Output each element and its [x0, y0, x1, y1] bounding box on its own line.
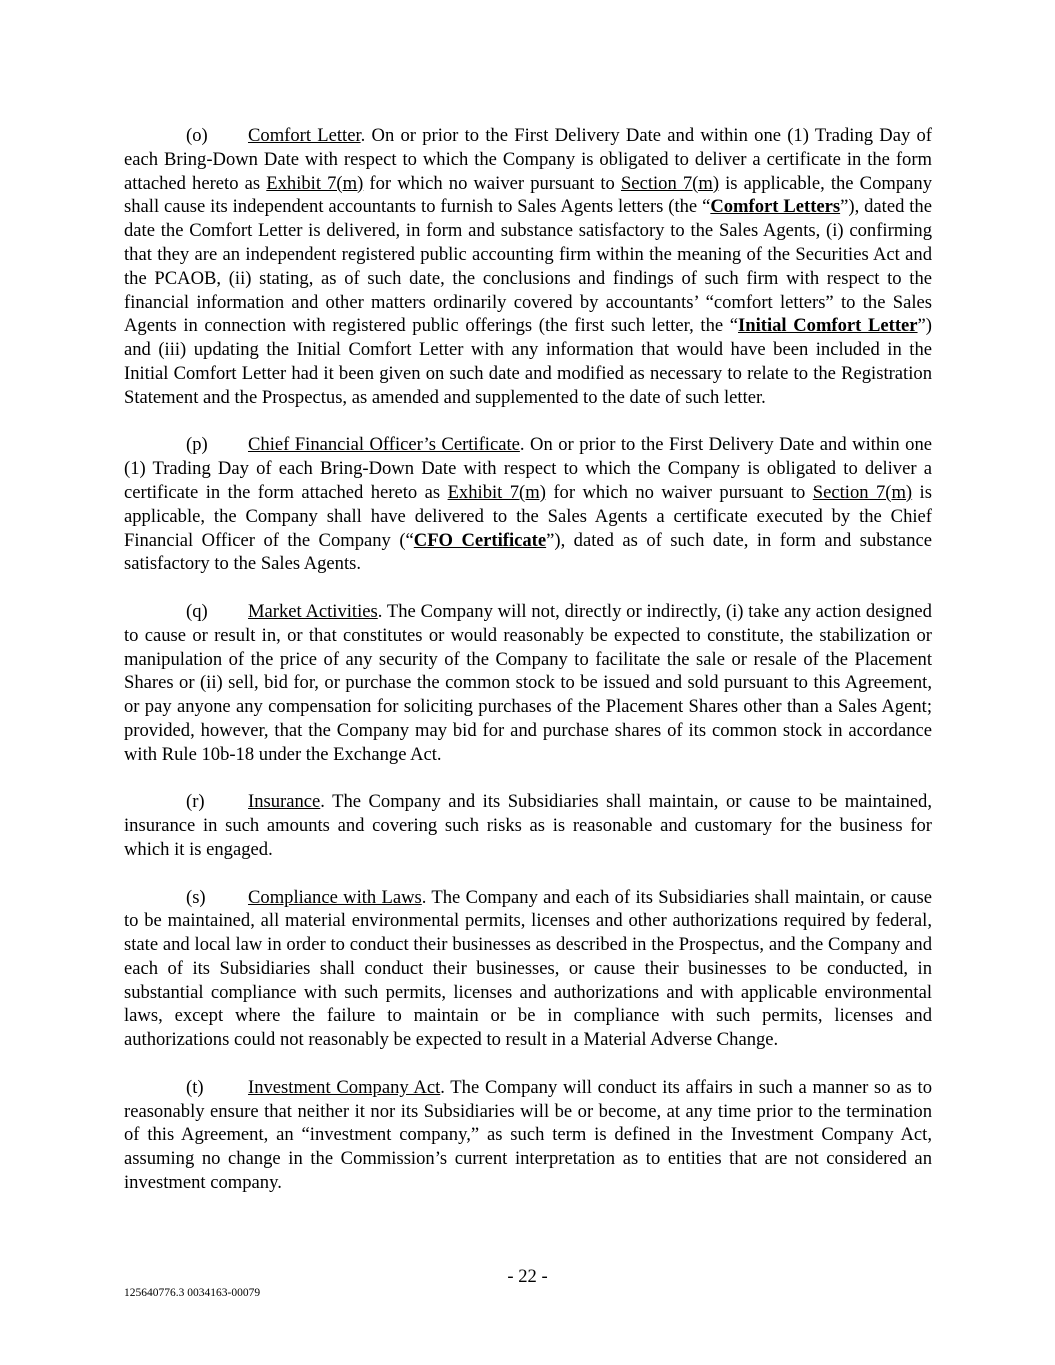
page-number: - 22 - — [507, 1266, 548, 1287]
defined-term: Initial Comfort Letter — [738, 315, 918, 337]
paragraph-text: . The Company and its Subsidiaries shall maintain, or cause to be maintained, insurance in such amounts and covering such risks as is reasonable and customary for the business for which it is engaged. — [124, 791, 932, 860]
paragraph-text: . On or prior to the First Delivery Date and within one (1) Trading Day of each Bring-Down Date with respect to which the Company is obligated to deliver a certificate in the form attached hereto as — [124, 434, 933, 503]
paragraph-text: . The Company will conduct its affairs in such a manner so as to reasonably ensure that neither it nor its Subsidiaries will be or become, at any time prior to the termination of this Agreement, an “investment company,” as such term is defined in the Investment Company Act, assuming no change in the Commission’s current interpretation as to entities that are not considered an investment company. — [124, 1076, 932, 1194]
section-reference: Section 7(m) — [620, 172, 720, 194]
section-number: (r) — [186, 791, 205, 813]
paragraph-text: ”), dated the date the Comfort Letter is delivered, in form and substance satisfactory to the Sales Agents, (i) confirming that they are an independent registered public accounting firm within the meaning of the Securities Act and the PCAOB, (ii) stating, as of such date, the conclusions and findings of such firm with respect to the financial information and other matters ordinarily covered by accountants’ “comfort letters” to the Sales Agents in connection with registered public offerings (the first such letter, the “ — [124, 196, 932, 337]
section-heading: Market Activities — [248, 600, 378, 622]
section-number: (p) — [186, 434, 208, 456]
document-id: 125640776.3 0034163-00079 — [124, 1287, 261, 1299]
section-number: (t) — [186, 1076, 204, 1098]
section-heading: Comfort Letter — [248, 125, 361, 146]
section-reference: Section 7(m) — [812, 481, 913, 503]
exhibit-reference: Exhibit 7(m) — [447, 481, 546, 503]
section-heading: Investment Company Act — [248, 1076, 441, 1098]
paragraph-text: . The Company will not, directly or indirectly, (i) take any action designed to cause or result in, or that constitutes or would reasonably be expected to constitute, the stabilization or manipulation of the price of any security of the Company to facilitate the sale or resale of the Placement Shares or (ii) sell, bid for, or purchase the common stock to be issued and sold pursuant to this Agreement, or pay anyone any compensation for soliciting purchases of the Placement Shares other than a Sales Agent; provided, however, that the Company may bid for and purchase shares of its common stock in accordance with Rule 10b-18 under the Exchange Act. — [124, 600, 932, 765]
paragraph-p — [124, 433, 932, 576]
section-number: (s) — [186, 886, 206, 908]
document-body — [124, 124, 932, 1219]
paragraph-text: for which no waiver pursuant to — [363, 172, 621, 194]
paragraph-s — [124, 886, 932, 1053]
exhibit-reference: Exhibit 7(m) — [266, 172, 364, 194]
paragraph-o — [124, 124, 932, 410]
paragraph-r — [124, 790, 932, 861]
section-heading: Compliance with Laws — [248, 886, 422, 908]
paragraph-text: . The Company and each of its Subsidiaries shall maintain, or cause to be maintained, all material environmental permits, licenses and other authorizations required by federal, state and local law in order to conduct their businesses as described in the Prospectus, and the Company and each of its Subsidiaries shall conduct their businesses, or cause their businesses to be conducted, in substantial compliance with such permits, licenses and authorizations and with applicable environmental laws, except where the failure to maintain or be in compliance with such permits, licenses and authorizations could not reasonably be expected to result in a Material Adverse Change. — [124, 886, 932, 1051]
paragraph-text: is applicable, the Company shall cause its independent accountants to furnish to Sales Agents letters (the “ — [124, 172, 932, 218]
paragraph-t — [124, 1076, 932, 1195]
defined-term: CFO Certificate — [413, 529, 547, 551]
section-number: (o) — [186, 125, 208, 146]
section-heading: Insurance — [248, 791, 321, 813]
paragraph-q — [124, 600, 932, 767]
paragraph-text: is applicable, the Company shall have delivered to the Sales Agents a certificate executed by the Chief Financial Officer of the Company (“ — [124, 481, 932, 551]
paragraph-text: ”) and (iii) updating the Initial Comfort Letter with any information that would have been included in the Initial Comfort Letter had it been given on such date and modified as necessary to relate to the Registration Statement and the Prospectus, as amended and supplemented to the date of such letter. — [124, 315, 932, 408]
defined-term: Comfort Letters — [710, 196, 841, 218]
paragraph-text: for which no waiver pursuant to — [545, 481, 813, 503]
paragraph-text: ”), dated as of such date, in form and substance satisfactory to the Sales Agents. — [124, 529, 932, 575]
paragraph-text: . On or prior to the First Delivery Date and within one (1) Trading Day of each Bring-Down Date with respect to which the Company is obligated to deliver a certificate in the form attached hereto as — [124, 125, 932, 194]
section-number: (q) — [186, 600, 208, 622]
section-heading: Chief Financial Officer’s Certificate — [248, 434, 520, 456]
